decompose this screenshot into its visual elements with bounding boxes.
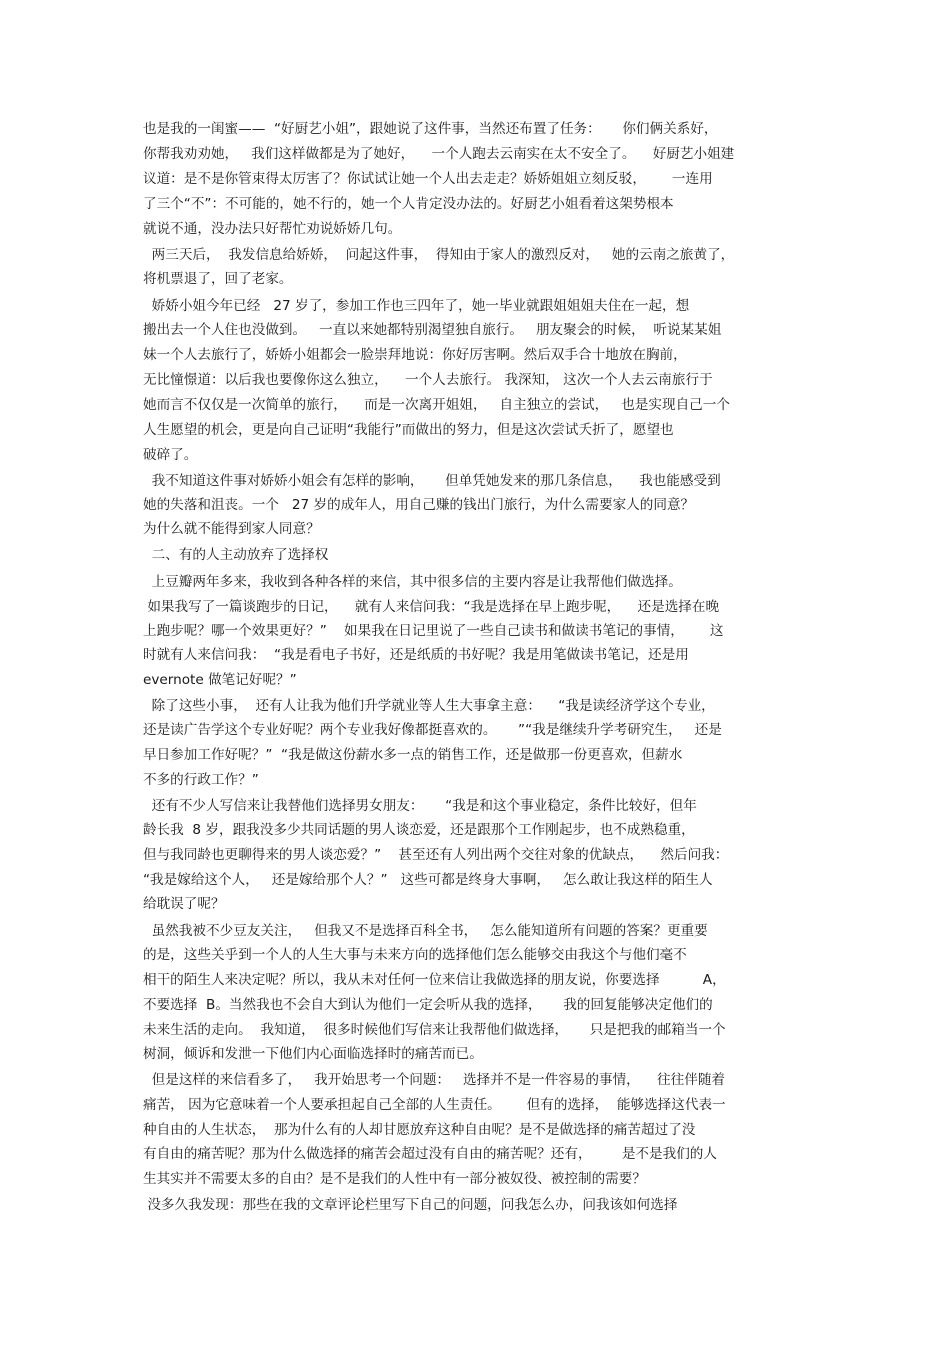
text-line: 无比憧憬道：以后我也要像你这么独立， 一个人去旅行。 我深知， 这次一个人去云南旅行于	[143, 372, 713, 388]
text-line: 的是，这些关乎到一个人的人生大事与未来方向的选择他们怎么能够交由我这个与他们毫不	[143, 947, 687, 963]
text-line: 树洞，倾诉和发泄一下他们内心面临选择时的痛苦而已。	[143, 1046, 483, 1062]
text-line: 还是读广告学这个专业好呢？两个专业我好像都挺喜欢的。 ”“我是继续升学考研究生， 还是	[143, 722, 722, 738]
text-line: “我是嫁给这个人， 还是嫁给那个人？” 这些可都是终身大事啊， 怎么敢让我这样的陌生人	[143, 872, 713, 888]
text-line: 痛苦， 因为它意味着一个人要承担起自己全部的人生责任。 但有的选择， 能够选择这代表一	[143, 1097, 726, 1113]
text-line: 破碎了。	[143, 447, 198, 463]
text-line: 你帮我劝劝她， 我们这样做都是为了她好， 一个人跑去云南实在太不安全了。 好厨艺小姐建	[143, 146, 735, 162]
text-line: 虽然我被不少豆友关注， 但我又不是选择百科全书， 怎么能知道所有问题的答案？更重要	[143, 923, 708, 939]
text-line: 议道：是不是你管束得太厉害了？你试试让她一个人出去走走？娇娇姐姐立刻反驳， 一连用	[143, 171, 713, 187]
text-line: 生其实并不需要太多的自由？是不是我们的人性中有一部分被奴役、被控制的需要？	[143, 1171, 646, 1187]
text-line: 为什么就不能得到家人同意？	[143, 521, 320, 537]
text-line: 如果我写了一篇谈跑步的日记， 就有人来信问我：“我是选择在早上跑步呢， 还是选择在晚	[143, 599, 720, 615]
text-line: 不多的行政工作？”	[143, 772, 259, 788]
text-line: 就说不通，没办法只好帮忙劝说娇娇几句。	[143, 221, 402, 237]
text-line: 没多久我发现：那些在我的文章评论栏里写下自己的问题，问我怎么办，问我该如何选择	[143, 1197, 678, 1213]
text-line: 上豆瓣两年多来，我收到各种各样的来信，其中很多信的主要内容是让我帮他们做选择。	[143, 574, 682, 590]
text-line: 未来生活的走向。 我知道， 很多时候他们写信来让我帮他们做选择， 只是把我的邮箱当一个	[143, 1022, 726, 1038]
text-line: 早日参加工作好呢？” “我是做这份薪水多一点的销售工作，还是做那一份更喜欢，但薪水	[143, 747, 683, 763]
text-line: 种自由的人生状态， 那为什么有的人却甘愿放弃这种自由呢？是不是做选择的痛苦超过了没	[143, 1122, 696, 1138]
text-line: 她而言不仅仅是一次简单的旅行， 而是一次离开姐姐， 自主独立的尝试， 也是实现自己一个	[143, 397, 730, 413]
text-line: 搬出去一个人住也没做到。 一直以来她都特别渴望独自旅行。 朋友聚会的时候， 听说某某姐	[143, 322, 722, 338]
text-line: 相干的陌生人来决定呢？所以，我从未对任何一位来信让我做选择的朋友说，你要选择 A，	[143, 972, 726, 988]
text-line: 我不知道这件事对娇娇小姐会有怎样的影响， 但单凭她发来的那几条信息， 我也能感受到	[143, 473, 721, 489]
text-line: 有自由的痛苦呢？那为什么做选择的痛苦会超过没有自由的痛苦呢？还有， 是不是我们的人	[143, 1146, 717, 1162]
text-line: 两三天后， 我发信息给娇娇， 问起这件事， 得知由于家人的激烈反对， 她的云南之旅黄了，	[143, 247, 735, 263]
text-line: 时就有人来信问我： “我是看电子书好，还是纸质的书好呢？我是用笔做读书笔记，还是用	[143, 647, 689, 663]
text-line: 龄长我 8 岁，跟我没多少共同话题的男人谈恋爱，还是跟那个工作刚起步，也不成熟稳重，	[143, 822, 695, 838]
text-line: 将机票退了，回了老家。	[143, 271, 293, 287]
text-line: 给耽误了呢？	[143, 896, 225, 912]
text-line: 上跑步呢？哪一个效果更好？” 如果我在日记里说了一些自己读书和做读书笔记的事情， 这	[143, 623, 724, 639]
text-line: 但与我同龄也更聊得来的男人谈恋爱？” 甚至还有人列出两个交往对象的优缺点， 然后问我：	[143, 847, 729, 863]
text-line: 除了这些小事， 还有人让我为他们升学就业等人生大事拿主意： “我是读经济学这个专业，	[143, 698, 715, 714]
text-line: 不要选择 B。当然我也不会自大到认为他们一定会听从我的选择， 我的回复能够决定他们的	[143, 997, 713, 1013]
text-line: 也是我的一闺蜜—— “好厨艺小姐”，跟她说了这件事，当然还布置了任务： 你们俩关系好，	[143, 121, 718, 137]
text-line: 了三个“不”：不可能的，她不行的，她一个人肯定没办法的。好厨艺小姐看着这架势根本	[143, 196, 674, 212]
text-line: 妹一个人去旅行了，娇娇小姐都会一脸崇拜地说：你好厉害啊。然后双手合十地放在胸前，	[143, 347, 687, 363]
text-line: evernote 做笔记好呢？”	[143, 672, 297, 688]
text-line: 她的失落和沮丧。一个 27 岁的成年人，用自己赚的钱出门旅行，为什么需要家人的同意？	[143, 497, 695, 513]
text-line: 人生愿望的机会，更是向自己证明“我能行”而做出的努力，但是这次尝试夭折了，愿望也	[143, 422, 674, 438]
text-line: 还有不少人写信来让我替他们选择男女朋友： “我是和这个事业稳定，条件比较好，但年	[143, 798, 697, 814]
section-heading: 二、有的人主动放弃了选择权	[143, 547, 329, 563]
text-line: 但是这样的来信看多了， 我开始思考一个问题： 选择并不是一件容易的事情， 往往伴随着	[143, 1072, 726, 1088]
text-line: 娇娇小姐今年已经 27 岁了，参加工作也三四年了，她一毕业就跟姐姐姐夫住在一起，想	[143, 298, 690, 314]
